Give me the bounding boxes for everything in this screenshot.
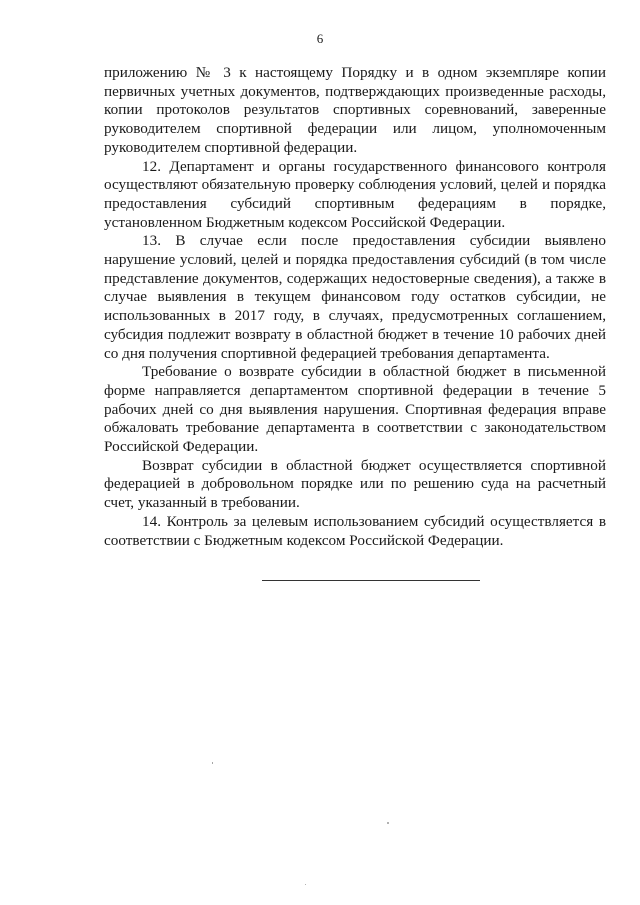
- paragraph-refund-demand: Требование о возврате субсидии в областной бюджет в письменной форме направляется департаментом спортивной федерации в течение 5 рабочих дней со дня выявления нарушения. Спортивная федерация вправе обжаловать требование департамента в соответствии с законодательством Российской Федерации.: [104, 363, 606, 456]
- scan-speck: [387, 822, 389, 824]
- paragraph-continuation: приложению № 3 к настоящему Порядку и в одном экземпляре копии первичных учетных документов, подтверждающих произведенные расходы, копии протоколов результатов спортивных соревнований, заверенные руководителем спортивной федерации или лицом, уполномоченным руководителем спортивной федерации.: [104, 64, 606, 156]
- page-number: 6: [316, 31, 324, 46]
- document-body: [104, 64, 606, 550]
- paragraph-refund-procedure: Возврат субсидии в областной бюджет осуществляется спортивной федерацией в добровольном порядке или по решению суда на расчетный счет, указанный в требовании.: [104, 456, 606, 512]
- paragraph-item-14: 14. Контроль за целевым использованием субсидий осуществляется в соответствии с Бюджетным кодексом Российской Федерации.: [104, 512, 606, 549]
- scan-speck: [212, 762, 213, 764]
- closing-separator-line: [262, 580, 480, 581]
- paragraph-item-12: 12. Департамент и органы государственного финансового контроля осуществляют обязательную проверку соблюдения условий, целей и порядка предоставления субсидий спортивным федерациям в порядке, установленном Бюджетным кодексом Российской Федерации.: [104, 157, 606, 231]
- scan-speck: [305, 884, 306, 885]
- paragraph-item-13: 13. В случае если после предоставления субсидии выявлено нарушение условий, целей и порядка предоставления субсидий (в том числе представление документов, содержащих недостоверные сведения), а также в случае выявления в текущем финансовом году остатков субсидии, не использованных в 2017 году, в случаях, предусмотренных соглашением, субсидия подлежит возврату в областной бюджет в течение 10 рабочих дней со дня получения спортивной федерацией требования департамента.: [104, 232, 606, 362]
